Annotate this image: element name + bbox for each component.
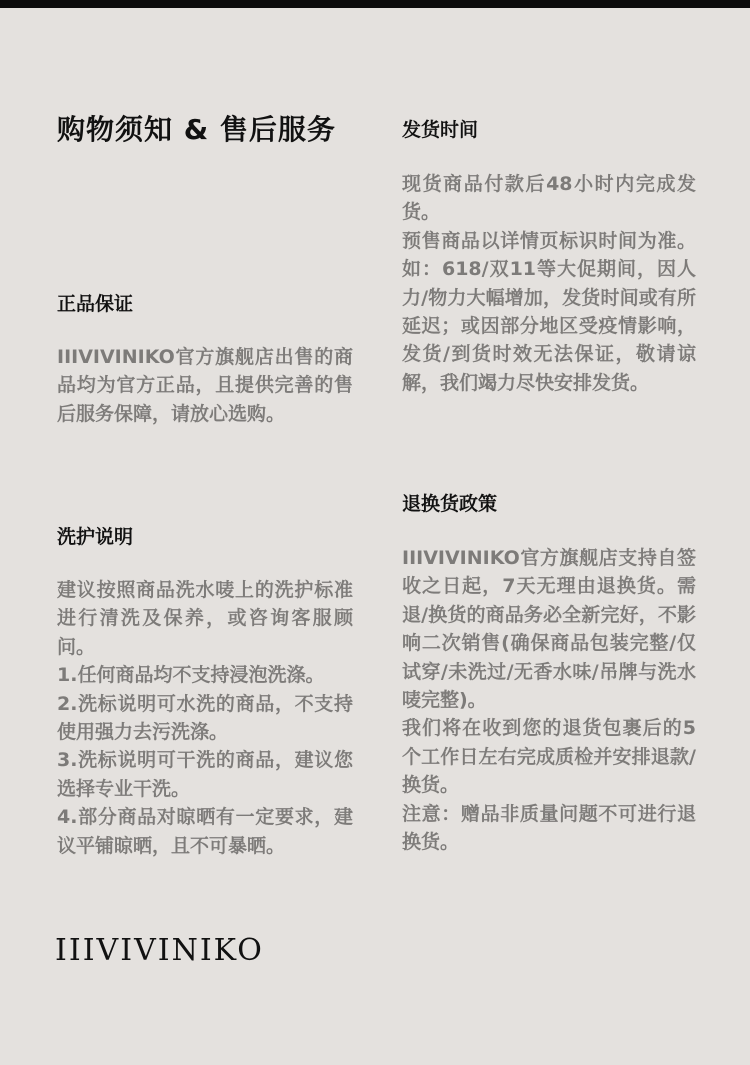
page-title: 购物须知 & 售后服务 (57, 113, 336, 146)
returns-paragraph-policy: IIIVIVINIKO官方旗舰店支持自签收之日起，7天无理由退换货。需退/换货的商品务必全新完好，不影响二次销售(确保商品包装完整/仅试穿/未洗过/无香水味/吊牌与洗水唛完整)。 (402, 547, 696, 712)
brand-logo: IIIVIVINIKO (55, 933, 264, 968)
authentic-paragraph: IIIVIVINIKO官方旗舰店出售的商品均为官方正品，且提供完善的售后服务保障，请放心选购。 (57, 346, 353, 425)
section-title-returns: 退换货政策 (402, 493, 498, 515)
section-body-shipping (402, 170, 696, 397)
shipping-paragraph-stock: 现货商品付款后48小时内完成发货。 (402, 173, 696, 224)
returns-paragraph-refund: 我们将在收到您的退货包裹后的5个工作日左右完成质检并安排退款/换货。 (402, 717, 696, 797)
shipping-paragraph-presale: 预售商品以详情页标识时间为准。如：618/双11等大促期间，因人力/物力大幅增加，发货时间或有所延迟；或因部分地区受疫情影响，发货/到货时效无法保证，敬请谅解，我们竭力尽快安排发货。 (402, 229, 696, 394)
section-title-shipping: 发货时间 (402, 119, 479, 141)
top-bar (0, 0, 750, 8)
care-item-4: 4.部分商品对晾晒有一定要求，建议平铺晾晒，且不可暴晒。 (57, 806, 353, 857)
section-title-authentic: 正品保证 (57, 293, 134, 315)
section-title-care: 洗护说明 (57, 526, 134, 548)
section-body-authentic (57, 343, 353, 428)
section-body-returns (402, 544, 696, 856)
care-item-1: 1.任何商品均不支持浸泡洗涤。 (57, 664, 325, 687)
care-item-3: 3.洗标说明可干洗的商品，建议您选择专业干洗。 (57, 749, 353, 800)
care-item-2: 2.洗标说明可水洗的商品，不支持使用强力去污洗涤。 (57, 692, 353, 744)
section-body-care (57, 576, 353, 860)
returns-paragraph-note: 注意：赠品非质量问题不可进行退换货。 (402, 802, 696, 854)
care-paragraph-intro: 建议按照商品洗水唛上的洗护标准进行清洗及保养，或咨询客服顾问。 (57, 579, 353, 658)
